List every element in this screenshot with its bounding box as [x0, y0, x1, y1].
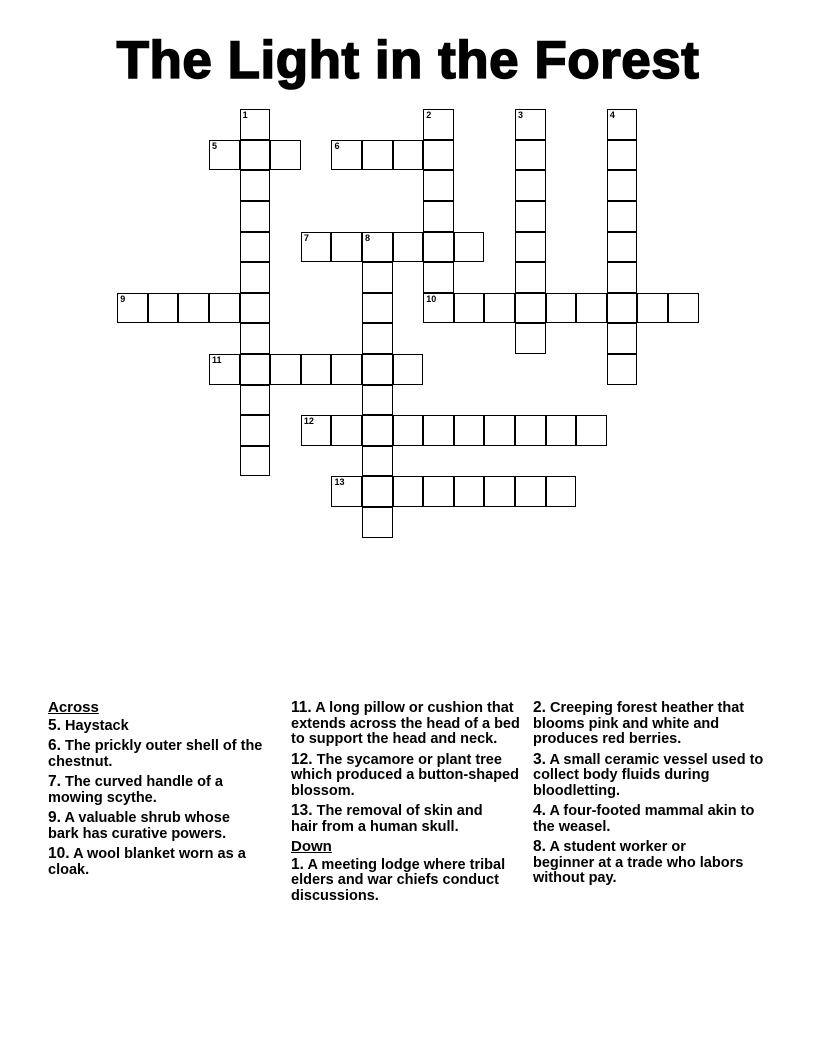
grid-cell[interactable]: [515, 262, 546, 293]
grid-cell[interactable]: [331, 476, 362, 507]
grid-cell[interactable]: [240, 293, 271, 324]
grid-cell[interactable]: [240, 232, 271, 263]
clue-across-11: 11. A long pillow or cushion that extends across the head of a bed to support the head and neck.: [291, 699, 520, 747]
grid-cell[interactable]: [515, 140, 546, 171]
grid-cell[interactable]: [240, 385, 271, 416]
grid-cell[interactable]: [454, 232, 485, 263]
clue-across-12: 12. The sycamore or plant tree which produced a button-shaped blossom.: [291, 750, 519, 799]
grid-cell[interactable]: [546, 415, 577, 446]
grid-cell[interactable]: [362, 385, 393, 416]
grid-cell[interactable]: [515, 232, 546, 263]
clue-number: 2: [426, 110, 432, 121]
grid-cell[interactable]: [515, 170, 546, 201]
grid-cell[interactable]: [117, 293, 148, 324]
grid-cell[interactable]: [393, 415, 424, 446]
grid-cell[interactable]: [668, 293, 699, 324]
grid-cell[interactable]: [607, 201, 638, 232]
clue-column-2: [291, 700, 531, 908]
grid-cell[interactable]: [362, 140, 393, 171]
grid-cell[interactable]: [240, 170, 271, 201]
grid-cell[interactable]: [240, 323, 271, 354]
clue-number: 9: [120, 293, 126, 304]
grid-cell[interactable]: [393, 140, 424, 171]
clue-across-10: 10. A wool blanket worn as a cloak.: [48, 845, 246, 878]
grid-cell[interactable]: [607, 293, 638, 324]
grid-cell[interactable]: [423, 262, 454, 293]
grid-cell[interactable]: [331, 140, 362, 171]
clue-number: 12: [303, 416, 314, 427]
grid-cell[interactable]: [515, 415, 546, 446]
clue-across-9: 9. A valuable shrub whose bark has curative powers.: [48, 809, 230, 842]
grid-cell[interactable]: [607, 232, 638, 263]
clue-across-5: 5. Haystack: [48, 716, 129, 734]
grid-cell[interactable]: [301, 232, 332, 263]
grid-cell[interactable]: [515, 476, 546, 507]
grid-cell[interactable]: [362, 262, 393, 293]
clue-number: 8: [365, 232, 371, 243]
grid-cell[interactable]: [423, 140, 454, 171]
grid-cell[interactable]: [362, 232, 393, 263]
grid-cell[interactable]: [362, 415, 393, 446]
grid-cell[interactable]: [515, 109, 546, 140]
across-heading: Across: [48, 699, 99, 716]
grid-cell[interactable]: [240, 446, 271, 477]
clue-number: 7: [303, 232, 309, 243]
grid-cell[interactable]: [454, 293, 485, 324]
grid-cell[interactable]: [515, 293, 546, 324]
grid-cell[interactable]: [515, 323, 546, 354]
grid-cell[interactable]: [331, 354, 362, 385]
grid-cell[interactable]: [362, 507, 393, 538]
grid-cell[interactable]: [270, 140, 301, 171]
grid-cell[interactable]: [240, 109, 271, 140]
puzzle-title: The Light in the Forest: [116, 31, 700, 90]
grid-cell[interactable]: [576, 293, 607, 324]
clue-number: 10: [426, 293, 437, 304]
grid-cell[interactable]: [331, 232, 362, 263]
grid-cell[interactable]: [362, 293, 393, 324]
clue-down-3: 3. A small ceramic vessel used to collect body fluids during bloodletting.: [533, 750, 764, 799]
grid-cell[interactable]: [607, 262, 638, 293]
grid-cell[interactable]: [484, 476, 515, 507]
grid-cell[interactable]: [362, 476, 393, 507]
clue-across-6: 6. The prickly outer shell of the chestnut.: [48, 737, 263, 770]
grid-cell[interactable]: [209, 140, 240, 171]
clue-across-7: 7. The curved handle of a mowing scythe.: [48, 773, 223, 806]
grid-cell[interactable]: [454, 415, 485, 446]
grid-cell[interactable]: [576, 415, 607, 446]
grid-cell[interactable]: [423, 232, 454, 263]
grid-cell[interactable]: [240, 201, 271, 232]
clue-number: 6: [334, 140, 340, 151]
grid-cell[interactable]: [240, 354, 271, 385]
clue-column-1: [48, 700, 288, 882]
grid-cell[interactable]: [607, 140, 638, 171]
grid-cell[interactable]: [484, 293, 515, 324]
clue-down-4: 4. A four-footed mammal akin to the weasel.: [533, 802, 755, 835]
grid-cell[interactable]: [454, 476, 485, 507]
clue-number: 13: [334, 477, 345, 488]
grid-cell[interactable]: [393, 476, 424, 507]
grid-cell[interactable]: [637, 293, 668, 324]
grid-cell[interactable]: [240, 140, 271, 171]
grid-cell[interactable]: [301, 415, 332, 446]
clue-down-1: 1. A meeting lodge where tribal elders and war chiefs conduct discussions.: [291, 855, 506, 904]
clue-down-8: 8. A student worker or beginner at a trade who labors without pay.: [533, 838, 744, 886]
grid-cell[interactable]: [607, 109, 638, 140]
grid-cell[interactable]: [423, 415, 454, 446]
grid-cell[interactable]: [331, 415, 362, 446]
grid-cell[interactable]: [423, 476, 454, 507]
grid-cell[interactable]: [393, 354, 424, 385]
grid-cell[interactable]: [423, 201, 454, 232]
grid-cell[interactable]: [423, 170, 454, 201]
grid-cell[interactable]: [423, 109, 454, 140]
grid-cell[interactable]: [393, 232, 424, 263]
grid-cell[interactable]: [546, 476, 577, 507]
grid-cell[interactable]: [240, 415, 271, 446]
grid-cell[interactable]: [240, 262, 271, 293]
grid-cell[interactable]: [607, 170, 638, 201]
grid-cell[interactable]: [301, 354, 332, 385]
clue-down-2: 2. Creeping forest heather that blooms pink and white and produces red berries.: [533, 699, 745, 747]
grid-cell[interactable]: [148, 293, 179, 324]
grid-cell[interactable]: [209, 293, 240, 324]
grid-cell[interactable]: [607, 323, 638, 354]
clue-number: 3: [518, 110, 524, 121]
grid-cell[interactable]: [362, 446, 393, 477]
grid-cell[interactable]: [362, 323, 393, 354]
down-heading: Down: [291, 838, 332, 855]
grid-cell[interactable]: [178, 293, 209, 324]
clue-number: 11: [212, 355, 222, 366]
grid-cell[interactable]: [209, 354, 240, 385]
clue-number: 5: [212, 140, 218, 151]
grid-cell[interactable]: [423, 293, 454, 324]
grid-cell[interactable]: [515, 201, 546, 232]
grid-cell[interactable]: [607, 354, 638, 385]
grid-cell[interactable]: [270, 354, 301, 385]
clue-number: 1: [242, 110, 248, 121]
clue-number: 4: [609, 110, 615, 121]
grid-cell[interactable]: [484, 415, 515, 446]
grid-cell[interactable]: [362, 354, 393, 385]
clue-column-3: [533, 700, 773, 891]
grid-cell[interactable]: [546, 293, 577, 324]
clue-across-13: 13. The removal of skin and hair from a human skull.: [291, 802, 483, 835]
